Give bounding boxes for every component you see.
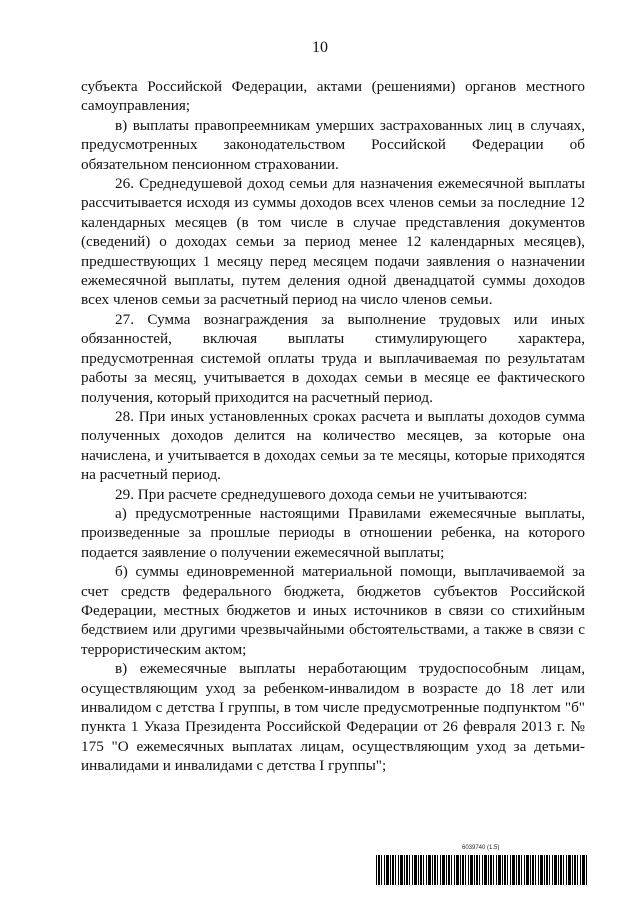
paragraph-28: 28. При иных установленных сроках расчета и выплаты доходов сумма полученных доходов делится на количество месяцев, за которые она начислена, и учитывается в доходах семьи за те месяцы, которые приходятся на расчетный период. [81, 407, 585, 484]
paragraph: субъекта Российской Федерации, актами (решениями) органов местного самоуправления; [81, 78, 585, 115]
barcode-block [376, 845, 587, 885]
page-number: 10 [312, 39, 328, 56]
document-body [81, 77, 585, 776]
barcode-caption: 6039740 (1.5) [462, 845, 500, 851]
paragraph-27: 27. Сумма вознаграждения за выполнение трудовых или иных обязанностей, включая выплаты стимулирующего характера, предусмотренная системой оплаты труда и выплачиваемая по результатам работы за месяц, учитывается в доходах семьи в месяце ее фактического получения, который приходится на расчетный период. [81, 310, 585, 406]
barcode-icon [376, 855, 587, 885]
paragraph-clause-v: в) выплаты правопреемникам умерших застрахованных лиц в случаях, предусмотренных законодательством Российской Федерации об обязательном пенсионном страховании. [81, 116, 585, 173]
paragraph-29: 29. При расчете среднедушевого дохода семьи не учитываются: [115, 485, 528, 503]
paragraph-29-b: б) суммы единовременной материальной помощи, выплачиваемой за счет средств федерального бюджета, бюджетов субъектов Российской Федерации, местных бюджетов и иных источников в связи со стихийным бедствием или другими чрезвычайными обстоятельствами, а также в связи с террористическим актом; [81, 563, 585, 658]
paragraph-29-a: а) предусмотренные настоящими Правилами ежемесячные выплаты, произведенные за прошлые периоды в отношении ребенка, на которого подается заявление о получении ежемесячной выплаты; [81, 504, 585, 561]
paragraph-29-v: в) ежемесячные выплаты неработающим трудоспособным лицам, осуществляющим уход за ребенком-инвалидом в возрасте до 18 лет или инвалидом с детства I группы, в том числе предусмотренные подпунктом "б" пункта 1 Указа Президента Российской Федерации от 26 февраля 2013 г. № 175 "О ежемесячных выплатах лицам, осуществляющим уход за детьми-инвалидами и инвалидами с детства I группы"; [81, 660, 585, 775]
paragraph-26: 26. Среднедушевой доход семьи для назначения ежемесячной выплаты рассчитывается исходя из суммы доходов всех членов семьи за последние 12 календарных месяцев (в том числе в случае представления документов (сведений) о доходах семьи за период менее 12 календарных месяцев), предшествующих 1 месяцу перед месяцем подачи заявления о назначении ежемесячной выплаты, путем деления одной двенадцатой суммы доходов всех членов семьи за расчетный период на число членов семьи. [81, 175, 585, 309]
